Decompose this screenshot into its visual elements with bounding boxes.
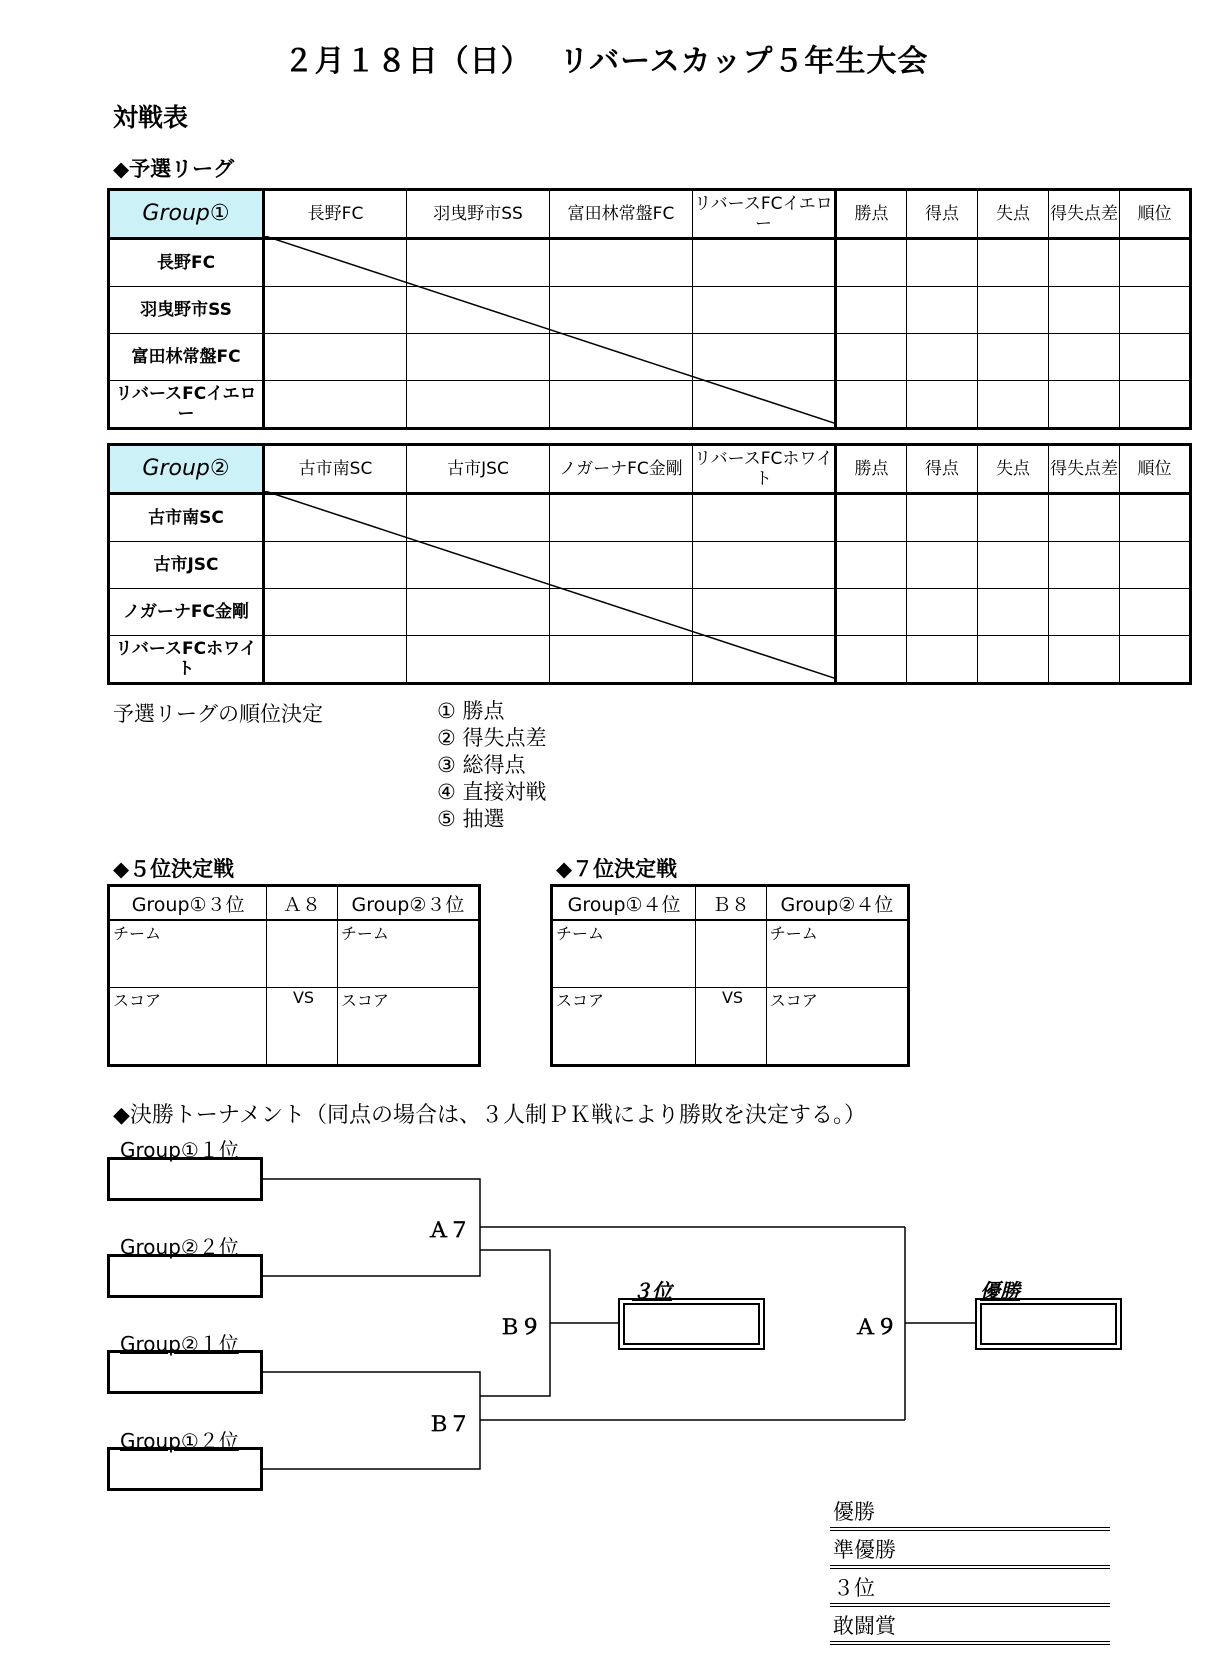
group1-col-team: リバースFCイエロー bbox=[693, 190, 836, 239]
fifth-place-heading: ◆５位決定戦 bbox=[113, 857, 235, 881]
vs-label: VS bbox=[267, 988, 338, 1066]
team-label: チーム bbox=[109, 920, 267, 988]
score-label: スコア bbox=[552, 988, 696, 1066]
team-label: チーム bbox=[552, 920, 696, 988]
seed-label: Group②２位 bbox=[120, 1235, 239, 1259]
group2-col-team: 古市JSC bbox=[407, 445, 550, 494]
seed-label: Group①２位 bbox=[120, 1429, 239, 1453]
page-title: ２月１８日（日） リバースカップ５年生大会 bbox=[283, 44, 929, 79]
award-row-runner-up: 準優勝 bbox=[830, 1533, 1110, 1569]
group2-stat-header: 得点 bbox=[907, 445, 978, 494]
champion-label: 優勝 bbox=[980, 1279, 1020, 1303]
ranking-item: ② 得失点差 bbox=[437, 726, 547, 750]
group1-stat-header: 勝点 bbox=[836, 190, 907, 239]
group2-col-team: リバースFCホワイト bbox=[693, 445, 836, 494]
match-a9-label: Ａ９ bbox=[855, 1315, 897, 1339]
score-label: スコア bbox=[109, 988, 267, 1066]
group2-col-team: ノガーナFC金剛 bbox=[550, 445, 693, 494]
match-b7-label: Ｂ７ bbox=[428, 1412, 470, 1436]
seventh-left-team: Group①４位 bbox=[552, 886, 696, 921]
fifth-match-code: Ａ８ bbox=[267, 886, 338, 921]
tournament-heading: ◆決勝トーナメント（同点の場合は、３人制ＰＫ戦により勝敗を決定する。） bbox=[113, 1103, 867, 1128]
group1-name: Group① bbox=[109, 190, 264, 239]
third-place-box bbox=[618, 1298, 765, 1350]
group2-stat-header: 順位 bbox=[1120, 445, 1191, 494]
group2-stat-header: 失点 bbox=[978, 445, 1049, 494]
group2-row-team: 古市JSC bbox=[109, 542, 264, 589]
ranking-item: ④ 直接対戦 bbox=[437, 780, 547, 804]
group1-stat-header: 得点 bbox=[907, 190, 978, 239]
group2-row-team: 古市南SC bbox=[109, 494, 264, 542]
group1-row-team: 長野FC bbox=[109, 239, 264, 287]
seed-label: Group②１位 bbox=[120, 1332, 239, 1356]
group1-col-team: 長野FC bbox=[264, 190, 407, 239]
group2-name: Group② bbox=[109, 445, 264, 494]
group1-col-team: 羽曳野市SS bbox=[407, 190, 550, 239]
group1-stat-header: 順位 bbox=[1120, 190, 1191, 239]
group1-row-team: 羽曳野市SS bbox=[109, 287, 264, 334]
team-label: チーム bbox=[337, 920, 479, 988]
group1-col-team: 富田林常盤FC bbox=[550, 190, 693, 239]
group1-stat-header: 失点 bbox=[978, 190, 1049, 239]
score-label: スコア bbox=[337, 988, 479, 1066]
group2-stat-header: 得失点差 bbox=[1049, 445, 1120, 494]
seed-label: Group①１位 bbox=[120, 1138, 239, 1162]
group1-row-team: 富田林常盤FC bbox=[109, 334, 264, 381]
seventh-right-team: Group②４位 bbox=[766, 886, 908, 921]
award-row-champion: 優勝 bbox=[830, 1495, 1110, 1531]
seventh-place-heading: ◆７位決定戦 bbox=[556, 857, 678, 881]
match-b9-label: Ｂ９ bbox=[499, 1315, 541, 1339]
group2-row-team: リバースFCホワイト bbox=[109, 636, 264, 684]
group2-row-team: ノガーナFC金剛 bbox=[109, 589, 264, 636]
ranking-label: 予選リーグの順位決定 bbox=[113, 702, 323, 726]
group1-stat-header: 得失点差 bbox=[1049, 190, 1120, 239]
seventh-match-code: Ｂ８ bbox=[696, 886, 767, 921]
champion-box bbox=[975, 1298, 1122, 1350]
section-title: 対戦表 bbox=[113, 103, 189, 132]
third-place-label: ３位 bbox=[632, 1279, 672, 1303]
team-label: チーム bbox=[766, 920, 908, 988]
award-row-third: ３位 bbox=[830, 1571, 1110, 1607]
ranking-item: ⑤ 抽選 bbox=[437, 807, 505, 831]
ranking-item: ① 勝点 bbox=[437, 699, 505, 723]
award-row-fighting-spirit: 敢闘賞 bbox=[830, 1609, 1110, 1645]
fifth-left-team: Group①３位 bbox=[109, 886, 267, 921]
fifth-right-team: Group②３位 bbox=[337, 886, 479, 921]
ranking-item: ③ 総得点 bbox=[437, 753, 526, 777]
group2-col-team: 古市南SC bbox=[264, 445, 407, 494]
vs-label: VS bbox=[696, 988, 767, 1066]
score-label: スコア bbox=[766, 988, 908, 1066]
group2-stat-header: 勝点 bbox=[836, 445, 907, 494]
league-heading: ◆予選リーグ bbox=[113, 157, 235, 181]
match-a7-label: Ａ７ bbox=[428, 1218, 470, 1242]
group1-row-team: リバースFCイエロー bbox=[109, 381, 264, 429]
